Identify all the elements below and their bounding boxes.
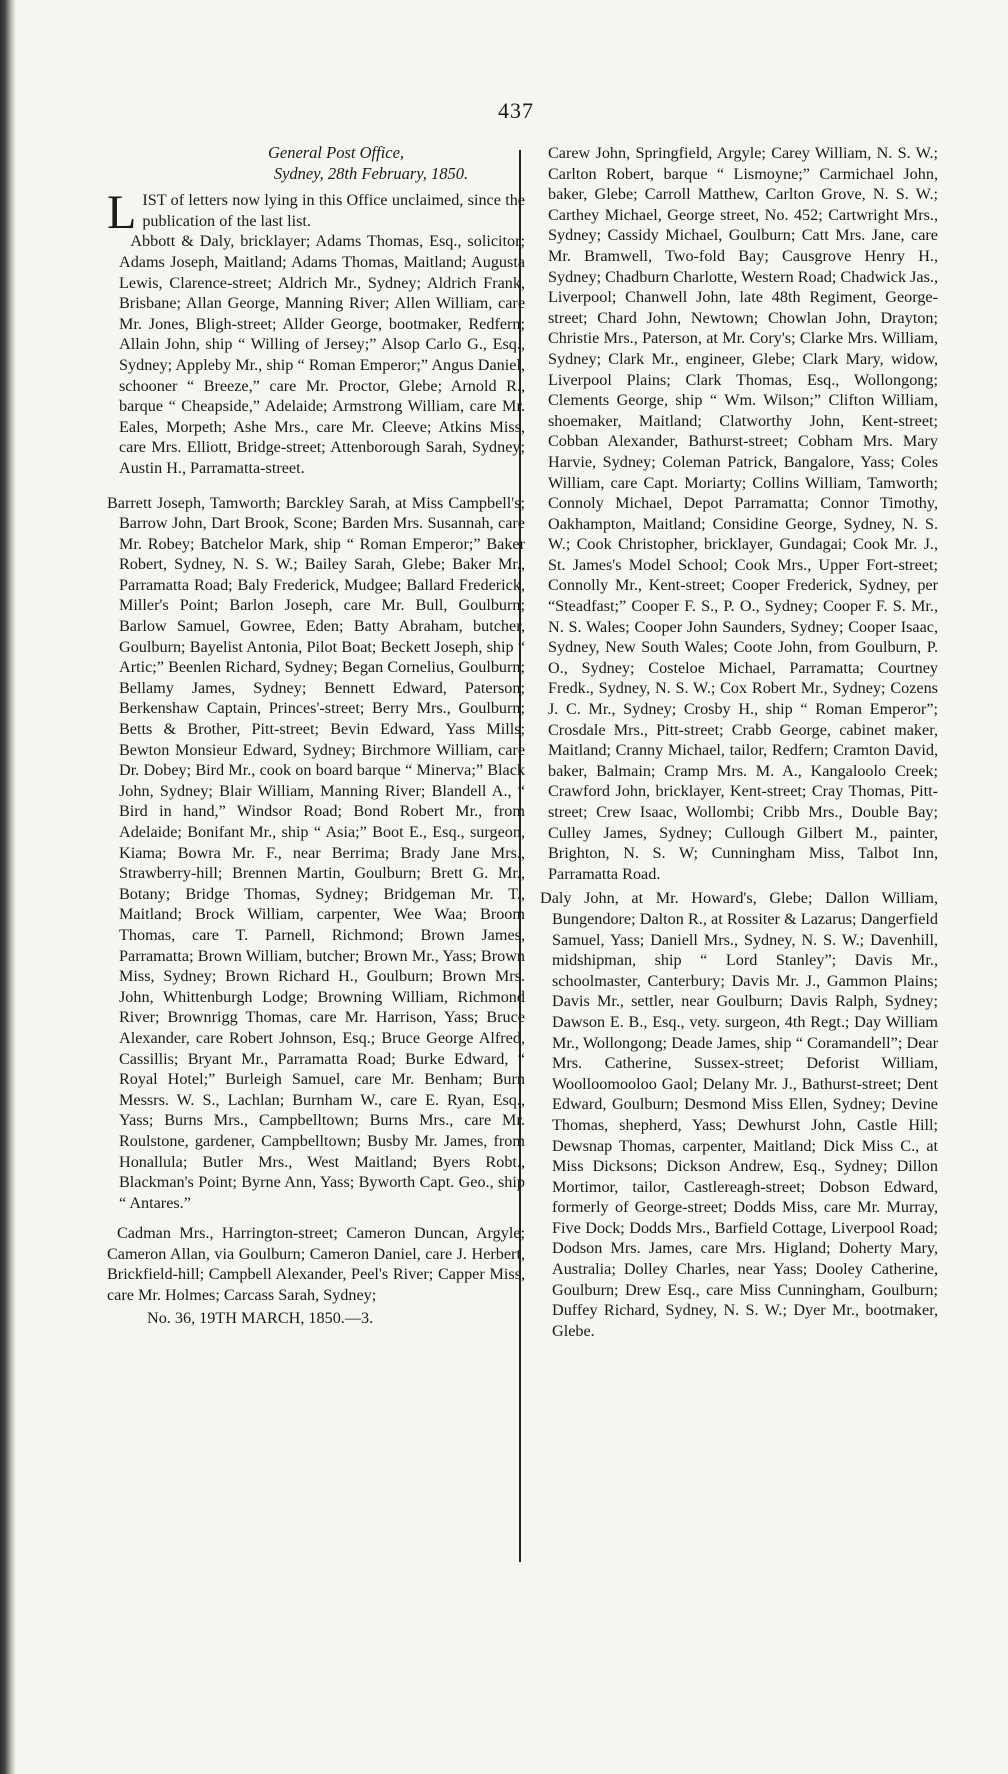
section-a-list: Abbott & Daly, bricklayer; Adams Thomas, Esq., solicitor; Adams Joseph, Maitland; Adams Thomas, Maitland; Augusta Lewis, Clarence-street; Aldrich Mr., Sydney; Aldrich Frank, Brisbane; Allan George, Manning River; Allen William, care Mr. Jones, Bligh-street; Allder George, bootmaker, Redfern; Allain John, ship “ Willing of Jersey;” Alsop Carlo G., Esq., Sydney; Appleby Mr., ship “ Roman Emperor;” Angus Daniel, schooner “ Breeze,” care Mr. Proctor, Glebe; Arnold R., barque “ Cheapside,” Adelaide; Armstrong William, care Mr. Eales, Morpeth; Ashe Mrs., care Mr. Cleeve; Atkins Miss, care Mrs. Elliott, Bridge-street; Attenborough Sarah, Sydney; Austin H., Parramatta-street. (119, 232, 525, 477)
section-c-list-start: Cadman Mrs., Harrington-street; Cameron Duncan, Argyle; Cameron Allan, via Goulburn; Cameron Daniel, care J. Herbert, Brickfield-hill; Campbell Alexander, Peel's River; Capper Miss, care Mr. Holmes; Carcass Sarah, Sydney; (107, 1224, 525, 1305)
section-d-list: Daly John, at Mr. Howard's, Glebe; Dallon William, Bungendore; Dalton R., at Rossiter & Lazarus; Dangerfield Samuel, Yass; Daniell Mrs., Sydney, N. S. W.; Davenhill, midshipman, ship “ Lord Stanley”; Davis Mr., schoolmaster, Canterbury; Davis Mr. J., Gammon Plains; Davis Mr., settler, near Goulburn; Davis Ralph, Sydney; Dawson E. B., Esq., vety. surgeon, 4th Regt.; Day William Mr., Wollongong; Deade James, ship “ Coramandell”; Dear Mrs. Catherine, Sussex-street; Deforist William, Woolloomooloo Gaol; Delany Mr. J., Bathurst-street; Dent Edward, Goulburn; Desmond Miss Ellen, Sydney; Devine Thomas, shepherd, Yass; Dewhurst John, Castle Hill; Dewsnap Thomas, carpenter, Maitland; Dick Miss C., at Miss Dicksons; Dickson Andrew, Esq., Sydney; Dillon Mortimor, tailor, Castlereagh-street; Dobson Edward, formerly of George-street; Dodds Miss, care Mr. Murray, Five Dock; Dodds Mrs., Barfield Cottage, Liverpool Road; Dodson Mrs. James, care Mrs. Higland; Doherty Mary, Australia; Dolley Charles, near Yass; Dooley Catherine, Goulburn; Drew Esq., care Miss Cunningham, Goulburn; Duffey Richard, Sydney, N. S. W.; Dyer Mr., bootmaker, Glebe. (540, 889, 938, 1340)
left-column (107, 143, 525, 1328)
section-b-list: Barrett Joseph, Tamworth; Barckley Sarah, at Miss Campbell's; Barrow John, Dart Brook, Scone; Barden Mrs. Susannah, care Mr. Robey; Batchelor Mark, ship “ Roman Emperor;” Baker Robert, Sydney, N. S. W.; Bailey Sarah, Glebe; Baker Mr., Parramatta Road; Baly Frederick, Mudgee; Ballard Frederick, Miller's Point; Barlon Joseph, care Mr. Bull, Goulburn; Barlow Samuel, Gowree, Eden; Batty Abraham, butcher, Goulburn; Bayelist Antonia, Pilot Boat; Beckett Joseph, ship “ Artic;” Beenlen Richard, Sydney; Began Cornelius, Goulburn; Bellamy James, Sydney; Bennett Edward, Paterson; Berkenshaw Captain, Princes'-street; Berry Mrs., Goulburn; Betts & Brother, Pitt-street; Bevin Edward, Yass Mills; Bewton Monsieur Edward, Sydney; Birchmore William, care Dr. Dobey; Bird Mr., cook on board barque “ Minerva;” Black John, Sydney; Blair William, Manning River; Blandell A., “ Bird in hand,” Windsor Road; Bond Robert Mr., from Adelaide; Bonifant Mr., ship “ Asia;” Boot E., Esq., surgeon, Kiama; Bowra Mr. F., near Berrima; Brady Jane Mrs., Strawberry-hill; Brennen Martin, Goulburn; Brett G. Mr., Botany; Bridge Thomas, Sydney; Bridgeman Mr. T., Maitland; Brock William, carpenter, Wee Waa; Broom Thomas, care T. Parnell, Richmond; Brown James, Parramatta; Brown William, butcher; Brown Mr., Yass; Brown Miss, Sydney; Brown Richard H., Goulburn; Brown Mrs. John, Whittenburgh Lodge; Browning William, Richmond River; Brownrigg Thomas, care Mr. Harrison, Yass; Bruce Alexander, care Robert Johnson, Esq.; Bruce George Alfred, Cassillis; Bryant Mr., Parramatta Road; Burke Edward, “ Royal Hotel;” Burleigh Samuel, care Mr. Benham; Burn Messrs. W. S., Lachlan; Burnham W., care E. Ryan, Esq., Yass; Burns Mrs., Campbelltown; Burns Mrs., care Mr. Roulstone, gardener, Campbelltown; Busby Mr. James, from Honallula; Butler Mrs., West Maitland; Byers Robt., Blackman's Point; Byrne Ann, Yass; Byworth Capt. Geo., ship “ Antares.” (107, 493, 525, 1212)
page-number: 437 (498, 98, 534, 123)
book-spine-shadow (0, 0, 16, 1774)
office-heading: General Post Office, (267, 143, 405, 162)
issue-footer: No. 36, 19TH MARCH, 1850.—3. (147, 1308, 374, 1327)
intro-text: IST of letters now lying in this Office unclaimed, since the publication of the last list. (142, 191, 525, 230)
dateline: Sydney, 28th February, 1850. (273, 163, 469, 183)
drop-cap: L (107, 186, 137, 240)
intro-paragraph (107, 186, 525, 240)
section-c-list-continued: Carew John, Springfield, Argyle; Carey William, N. S. W.; Carlton Robert, barque “ Lismoyne;” Carmichael John, baker, Glebe; Carroll Matthew, Carlton Grove, N. S. W.; Carthey Michael, George street, No. 452; Cartwright Mrs., Sydney; Cassidy Michael, Goulburn; Catt Mrs. Jane, care Mr. Bramwell, Two-fold Bay; Causgrove Henry H., Sydney; Chadburn Charlotte, Western Road; Chadwick Jas., Liverpool; Chanwell John, late 48th Regiment, George-street; Chard John, Newtown; Chowlan John, Drayton; Christie Mrs., Paterson, at Mr. Cory's; Clarke Mrs. William, Sydney; Clark Mr., engineer, Glebe; Clark Mary, widow, Liverpool Plains; Clark Thomas, Esq., Wollongong; Clements George, ship “ Wm. Wilson;” Clifton William, shoemaker, Maitland; Clatworthy John, Kent-street; Cobban Alexander, Bathurst-street; Cobham Mrs. Mary Harvie, Sydney; Coleman Patrick, Bangalore, Yass; Coles William, care Capt. Moriarty; Collins William, Tamworth; Connoly Michael, Depot Parramatta; Connor Timothy, Oakhampton, Maitland; Considine George, Sydney, N. S. W.; Cook Christopher, bricklayer, Gundagai; Cook Mr. J., St. James's Model School; Cook Mrs., Upper Fort-street; Connolly Mr., Kent-street; Cooper Frederick, Sydney, per “Steadfast;” Cooper F. S., P. O., Sydney; Cooper F. S. Mr., N. S. Wales; Cooper John Saunders, Sydney; Cooper Isaac, Sydney, New South Wales; Coote John, from Goulburn, P. O., Sydney; Costeloe Michael, Parramatta; Courtney Fredk., Sydney, N. S. W.; Cox Robert Mr., Sydney; Cozens J. C. Mr., Sydney; Crosby H., ship “ Roman Emperor”; Crosdale Mrs., Pitt-street; Crabb George, cabinet maker, Maitland; Cranny Michael, tailor, Redfern; Cramton David, baker, Balmain; Cramp Mrs. M. A., Kangaloolo Creek; Crawford John, bricklayer, Kent-street; Cray Thomas, Pitt-street; Crew Isaac, Wollombi; Cribb Mrs., Double Bay; Culley James, Sydney; Cullough Gilbert M., painter, Brighton, N. S. W; Cunningham Miss, Talbot Inn, Parramatta Road. (548, 144, 938, 883)
right-column (540, 143, 938, 1341)
